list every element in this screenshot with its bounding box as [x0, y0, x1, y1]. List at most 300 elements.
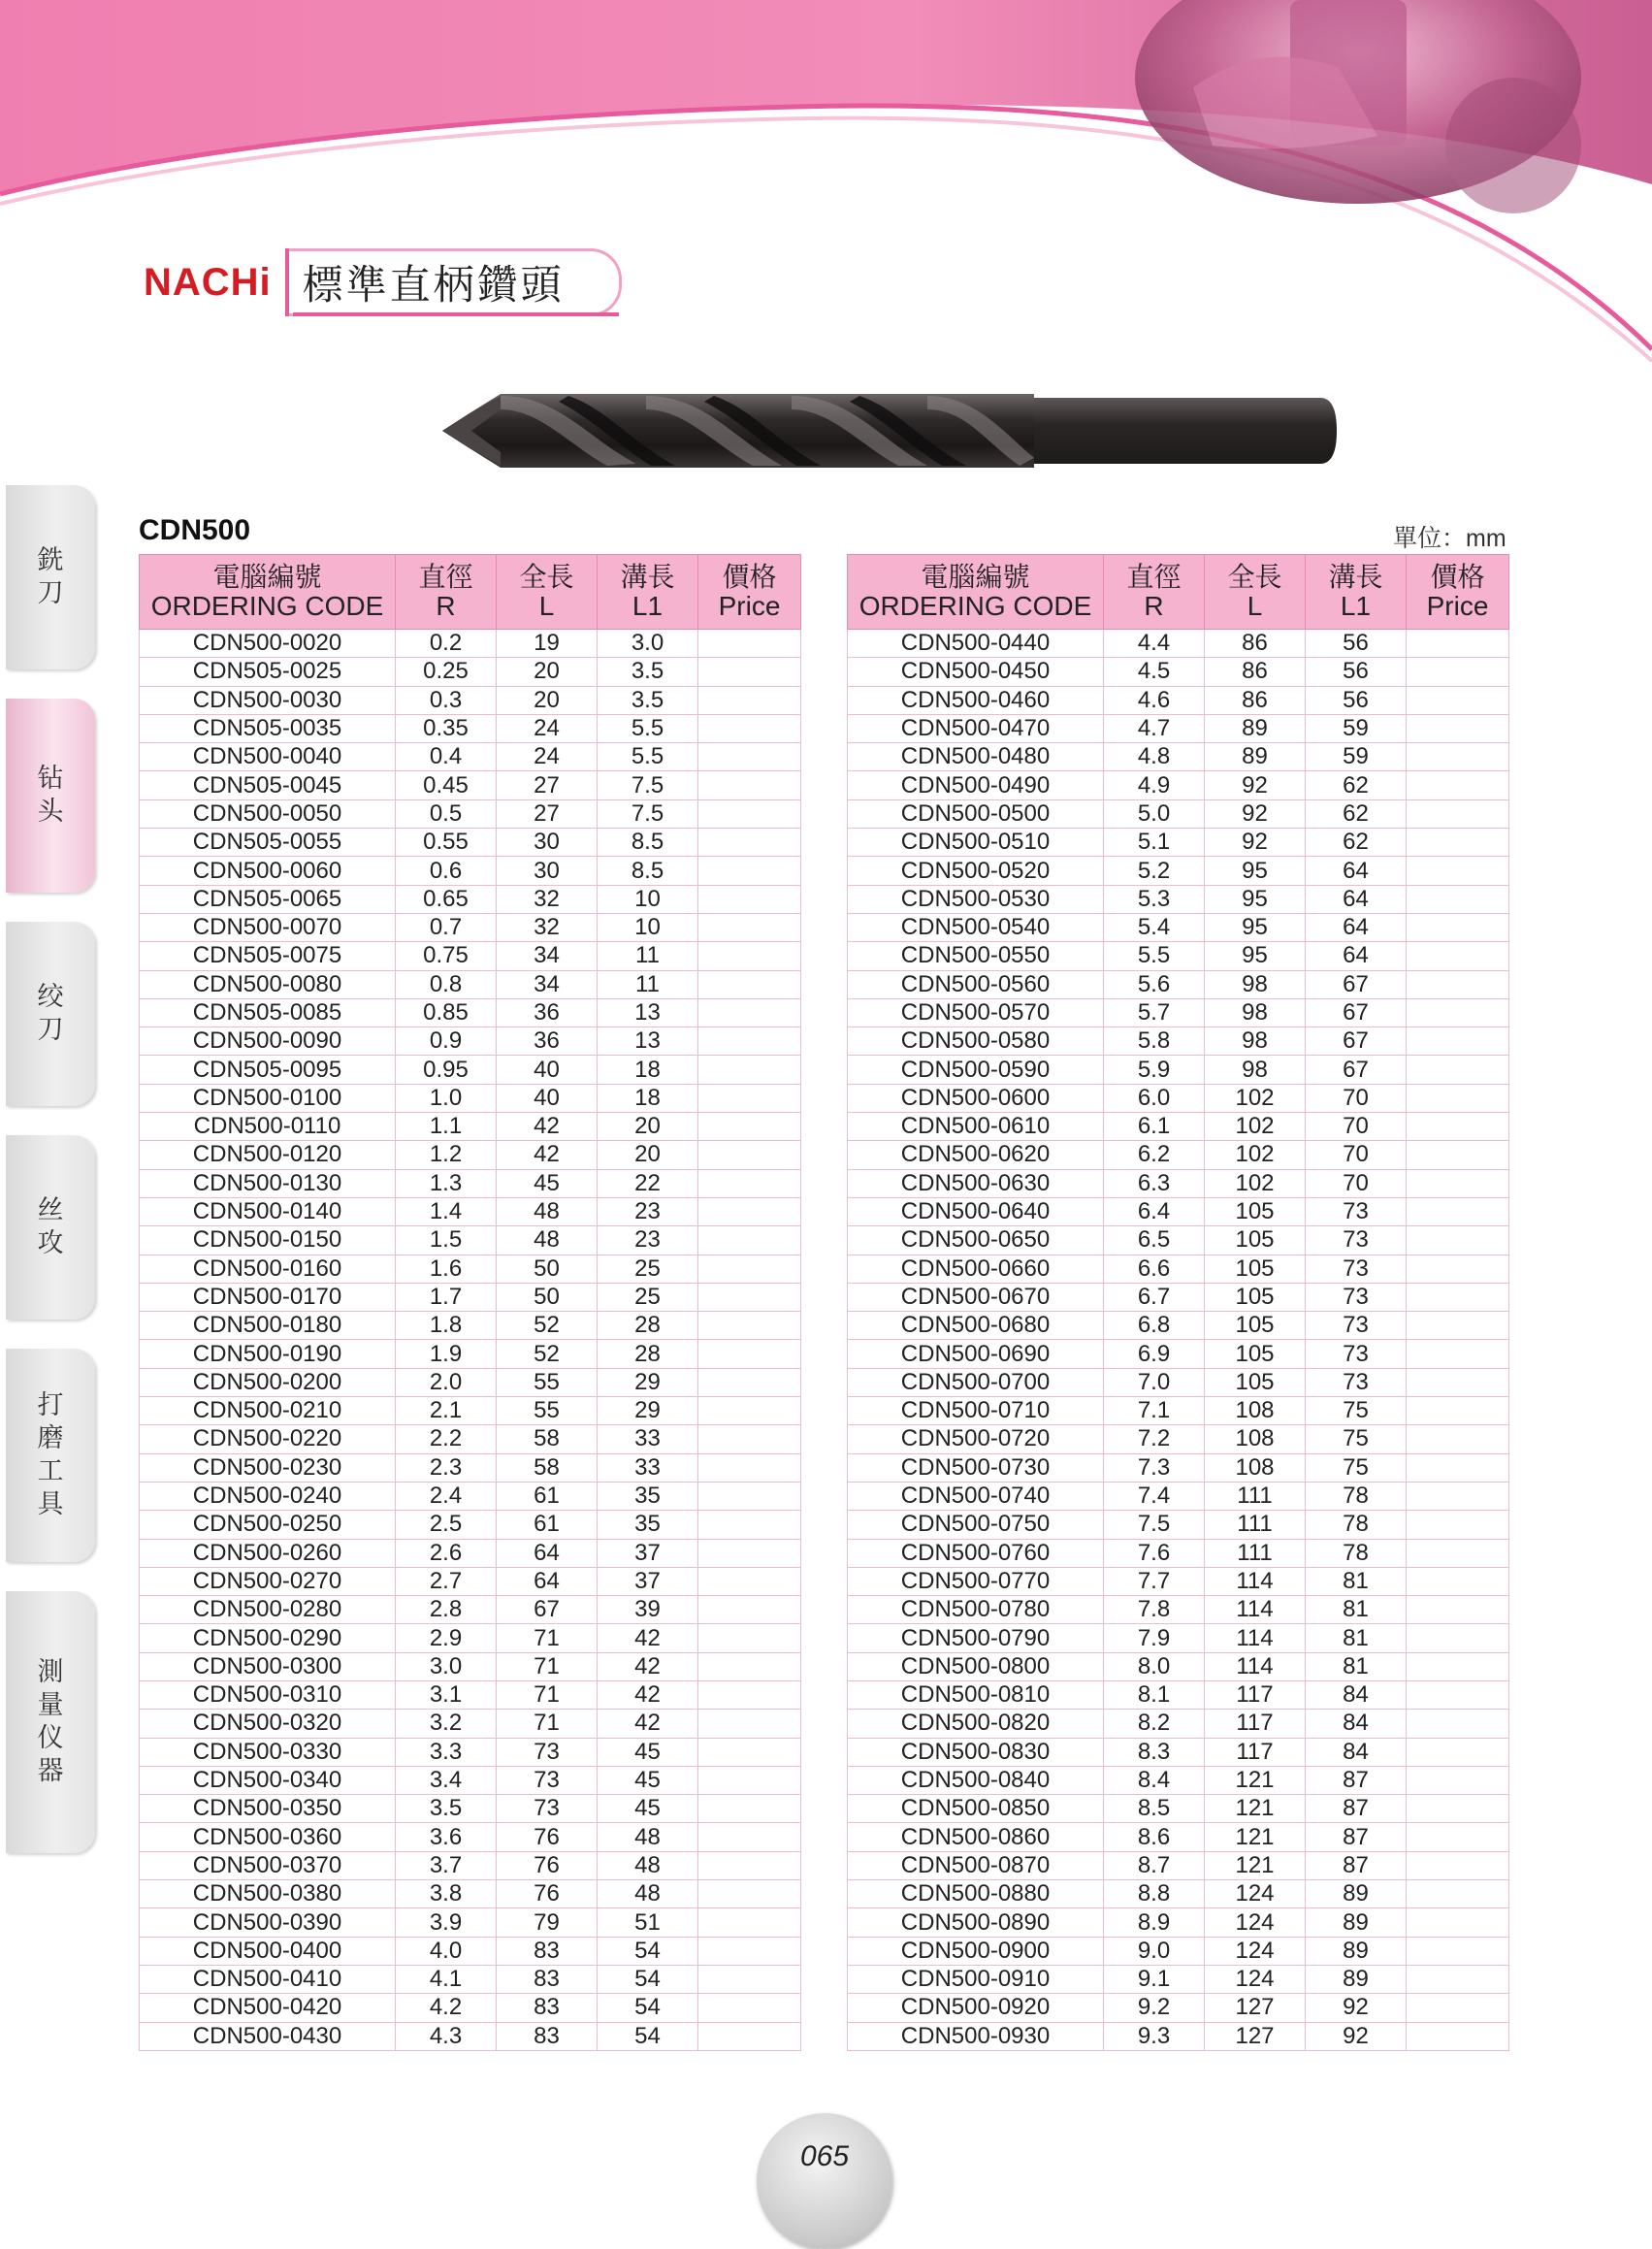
cell-ordering-code: CDN500-0700: [848, 1368, 1104, 1396]
cell-flute-length: 70: [1306, 1113, 1407, 1141]
spec-table-left: [139, 554, 801, 2051]
cell-overall-length: 105: [1205, 1255, 1306, 1283]
header-ordering-code: 電腦編號 ORDERING CODE: [140, 555, 396, 630]
spec-table-right: [847, 554, 1509, 2051]
table-row: [848, 1340, 1509, 1368]
page-title: 標準直柄鑽頭: [302, 261, 565, 309]
cell-flute-length: 87: [1306, 1823, 1407, 1851]
cell-diameter: 2.9: [396, 1624, 497, 1652]
cell-overall-length: 67: [497, 1596, 598, 1624]
cell-diameter: 1.7: [396, 1283, 497, 1311]
cell-overall-length: 76: [497, 1851, 598, 1879]
cell-overall-length: 121: [1205, 1766, 1306, 1794]
cell-diameter: 4.6: [1104, 686, 1205, 714]
cell-price: [1407, 1425, 1509, 1453]
cell-ordering-code: CDN500-0880: [848, 1880, 1104, 1908]
table-row: [848, 1056, 1509, 1084]
cell-diameter: 7.1: [1104, 1397, 1205, 1425]
category-sidebar: [0, 456, 97, 1892]
cell-overall-length: 105: [1205, 1312, 1306, 1340]
cell-flute-length: 45: [598, 1795, 698, 1823]
cell-ordering-code: CDN500-0390: [140, 1908, 396, 1937]
cell-diameter: 7.3: [1104, 1453, 1205, 1482]
cell-flute-length: 67: [1306, 970, 1407, 998]
cell-flute-length: 7.5: [598, 771, 698, 799]
cell-overall-length: 86: [1205, 630, 1306, 658]
cell-diameter: 0.85: [396, 998, 497, 1027]
table-row: [140, 714, 801, 742]
cell-price: [1407, 857, 1509, 885]
cell-price: [698, 1283, 801, 1311]
cell-overall-length: 98: [1205, 1027, 1306, 1056]
cell-flute-length: 81: [1306, 1567, 1407, 1595]
table-row: [848, 1795, 1509, 1823]
cell-price: [1407, 1027, 1509, 1056]
cell-overall-length: 95: [1205, 857, 1306, 885]
cell-diameter: 6.2: [1104, 1141, 1205, 1169]
cell-price: [1407, 1511, 1509, 1539]
cell-diameter: 8.6: [1104, 1823, 1205, 1851]
cell-diameter: 5.6: [1104, 970, 1205, 998]
cell-flute-length: 37: [598, 1539, 698, 1567]
cell-diameter: 5.3: [1104, 885, 1205, 913]
cell-flute-length: 13: [598, 1027, 698, 1056]
cell-ordering-code: CDN500-0320: [140, 1710, 396, 1738]
header-overall-length: 全長 L: [497, 555, 598, 630]
title-underline: [293, 312, 619, 316]
cell-price: [698, 771, 801, 799]
table-row: [848, 1937, 1509, 1965]
cell-overall-length: 86: [1205, 658, 1306, 686]
cell-ordering-code: CDN500-0210: [140, 1397, 396, 1425]
cell-flute-length: 87: [1306, 1851, 1407, 1879]
table-row: [140, 658, 801, 686]
cell-price: [698, 1511, 801, 1539]
cell-diameter: 7.2: [1104, 1425, 1205, 1453]
nachi-logo: NACHi: [144, 260, 272, 304]
cell-price: [1407, 1255, 1509, 1283]
cell-ordering-code: CDN500-0790: [848, 1624, 1104, 1652]
cell-diameter: 7.0: [1104, 1368, 1205, 1396]
cell-price: [1407, 1226, 1509, 1255]
tab-drills[interactable]: [6, 699, 95, 893]
cell-ordering-code: CDN500-0050: [140, 799, 396, 828]
cell-diameter: 5.9: [1104, 1056, 1205, 1084]
table-row: [848, 1482, 1509, 1510]
cell-diameter: 3.9: [396, 1908, 497, 1937]
cell-diameter: 6.1: [1104, 1113, 1205, 1141]
cell-flute-length: 56: [1306, 658, 1407, 686]
table-row: [140, 1823, 801, 1851]
cell-ordering-code: CDN500-0020: [140, 630, 396, 658]
cell-diameter: 2.7: [396, 1567, 497, 1595]
table-row: [140, 1965, 801, 1993]
cell-diameter: 5.7: [1104, 998, 1205, 1027]
table-row: [140, 1482, 801, 1510]
cell-diameter: 2.2: [396, 1425, 497, 1453]
cell-diameter: 4.2: [396, 1994, 497, 2022]
cell-flute-length: 89: [1306, 1880, 1407, 1908]
cell-flute-length: 20: [598, 1141, 698, 1169]
header-overall-length: 全長 L: [1205, 555, 1306, 630]
cell-flute-length: 3.5: [598, 686, 698, 714]
cell-diameter: 6.3: [1104, 1169, 1205, 1197]
cell-ordering-code: CDN500-0810: [848, 1680, 1104, 1709]
table-row: [848, 1624, 1509, 1652]
cell-ordering-code: CDN500-0620: [848, 1141, 1104, 1169]
cell-overall-length: 52: [497, 1340, 598, 1368]
cell-overall-length: 45: [497, 1169, 598, 1197]
cell-diameter: 1.4: [396, 1197, 497, 1225]
cell-price: [1407, 1823, 1509, 1851]
table-row: [140, 857, 801, 885]
cell-flute-length: 42: [598, 1680, 698, 1709]
table-row: [140, 1880, 801, 1908]
tab-reamers[interactable]: [6, 922, 95, 1106]
cell-flute-length: 33: [598, 1453, 698, 1482]
cell-price: [1407, 1539, 1509, 1567]
cell-price: [1407, 1908, 1509, 1937]
table-row: [140, 1680, 801, 1709]
table-row: [140, 1624, 801, 1652]
cell-ordering-code: CDN505-0075: [140, 942, 396, 970]
cell-ordering-code: CDN500-0660: [848, 1255, 1104, 1283]
cell-overall-length: 114: [1205, 1567, 1306, 1595]
cell-flute-length: 23: [598, 1197, 698, 1225]
page-number-badge: [757, 2113, 892, 2249]
cell-price: [698, 942, 801, 970]
table-row: [848, 1738, 1509, 1766]
cell-price: [1407, 1482, 1509, 1510]
table-row: [140, 1255, 801, 1283]
cell-diameter: 4.8: [1104, 743, 1205, 771]
cell-diameter: 4.9: [1104, 771, 1205, 799]
cell-ordering-code: CDN500-0370: [140, 1851, 396, 1879]
cell-price: [1407, 913, 1509, 941]
cell-ordering-code: CDN500-0100: [140, 1084, 396, 1112]
cell-diameter: 7.7: [1104, 1567, 1205, 1595]
cell-price: [1407, 1766, 1509, 1794]
cell-diameter: 3.7: [396, 1851, 497, 1879]
cell-flute-length: 75: [1306, 1397, 1407, 1425]
cell-ordering-code: CDN500-0680: [848, 1312, 1104, 1340]
cell-price: [1407, 1567, 1509, 1595]
cell-diameter: 5.1: [1104, 829, 1205, 857]
cell-price: [1407, 771, 1509, 799]
cell-ordering-code: CDN500-0780: [848, 1596, 1104, 1624]
table-row: [140, 1511, 801, 1539]
table-header-row: [848, 555, 1509, 630]
table-row: [140, 771, 801, 799]
cell-diameter: 2.1: [396, 1397, 497, 1425]
table-row: [848, 714, 1509, 742]
cell-overall-length: 108: [1205, 1397, 1306, 1425]
tab-grinding-tools[interactable]: [6, 1349, 95, 1562]
cell-price: [698, 1084, 801, 1112]
cell-flute-length: 73: [1306, 1197, 1407, 1225]
cell-overall-length: 73: [497, 1738, 598, 1766]
cell-diameter: 3.2: [396, 1710, 497, 1738]
table-body-right: [848, 630, 1509, 2051]
cell-diameter: 5.2: [1104, 857, 1205, 885]
cell-overall-length: 102: [1205, 1141, 1306, 1169]
cell-diameter: 8.3: [1104, 1738, 1205, 1766]
cell-diameter: 2.8: [396, 1596, 497, 1624]
cell-price: [1407, 1169, 1509, 1197]
cell-overall-length: 102: [1205, 1169, 1306, 1197]
cell-overall-length: 76: [497, 1823, 598, 1851]
cell-overall-length: 79: [497, 1908, 598, 1937]
table-row: [848, 1368, 1509, 1396]
table-row: [848, 1596, 1509, 1624]
table-row: [848, 1283, 1509, 1311]
table-row: [848, 1652, 1509, 1680]
cell-overall-length: 71: [497, 1680, 598, 1709]
cell-overall-length: 108: [1205, 1453, 1306, 1482]
cell-diameter: 1.1: [396, 1113, 497, 1141]
cell-overall-length: 124: [1205, 1880, 1306, 1908]
cell-diameter: 0.75: [396, 942, 497, 970]
cell-price: [1407, 942, 1509, 970]
cell-ordering-code: CDN500-0480: [848, 743, 1104, 771]
cell-diameter: 1.9: [396, 1340, 497, 1368]
cell-price: [1407, 1880, 1509, 1908]
cell-diameter: 3.0: [396, 1652, 497, 1680]
cell-diameter: 1.6: [396, 1255, 497, 1283]
cell-ordering-code: CDN500-0340: [140, 1766, 396, 1794]
cell-price: [1407, 1141, 1509, 1169]
cell-ordering-code: CDN500-0830: [848, 1738, 1104, 1766]
cell-flute-length: 22: [598, 1169, 698, 1197]
cell-ordering-code: CDN500-0630: [848, 1169, 1104, 1197]
cell-ordering-code: CDN500-0750: [848, 1511, 1104, 1539]
cell-price: [698, 1453, 801, 1482]
table-row: [848, 1511, 1509, 1539]
cell-overall-length: 117: [1205, 1680, 1306, 1709]
cell-price: [698, 630, 801, 658]
cell-overall-length: 36: [497, 998, 598, 1027]
table-row: [848, 1141, 1509, 1169]
cell-overall-length: 111: [1205, 1539, 1306, 1567]
tab-measuring-instruments[interactable]: [6, 1591, 95, 1853]
cell-ordering-code: CDN500-0280: [140, 1596, 396, 1624]
cell-diameter: 6.9: [1104, 1340, 1205, 1368]
table-row: [848, 1226, 1509, 1255]
table-row: [848, 1084, 1509, 1112]
tab-taps[interactable]: [6, 1135, 95, 1320]
table-row: [140, 1283, 801, 1311]
title-pill: [285, 248, 622, 316]
cell-diameter: 3.8: [396, 1880, 497, 1908]
cell-overall-length: 71: [497, 1710, 598, 1738]
cell-diameter: 7.8: [1104, 1596, 1205, 1624]
cell-price: [698, 686, 801, 714]
cell-overall-length: 124: [1205, 1965, 1306, 1993]
table-row: [140, 829, 801, 857]
cell-diameter: 1.2: [396, 1141, 497, 1169]
cell-ordering-code: CDN500-0590: [848, 1056, 1104, 1084]
cell-overall-length: 52: [497, 1312, 598, 1340]
cell-overall-length: 83: [497, 1965, 598, 1993]
cell-price: [698, 1766, 801, 1794]
table-row: [848, 1994, 1509, 2022]
cell-diameter: 4.0: [396, 1937, 497, 1965]
cell-flute-length: 8.5: [598, 857, 698, 885]
cell-flute-length: 64: [1306, 942, 1407, 970]
cell-flute-length: 73: [1306, 1283, 1407, 1311]
cell-flute-length: 54: [598, 1937, 698, 1965]
cell-price: [698, 743, 801, 771]
table-row: [140, 799, 801, 828]
cell-overall-length: 98: [1205, 970, 1306, 998]
cell-flute-length: 35: [598, 1511, 698, 1539]
cell-overall-length: 27: [497, 799, 598, 828]
cell-overall-length: 64: [497, 1567, 598, 1595]
cell-overall-length: 58: [497, 1425, 598, 1453]
cell-ordering-code: CDN500-0120: [140, 1141, 396, 1169]
cell-flute-length: 84: [1306, 1738, 1407, 1766]
table-row: [848, 743, 1509, 771]
cell-diameter: 0.8: [396, 970, 497, 998]
cell-flute-length: 78: [1306, 1539, 1407, 1567]
cell-ordering-code: CDN500-0200: [140, 1368, 396, 1396]
tab-milling-cutters[interactable]: [6, 485, 95, 669]
table-row: [140, 1027, 801, 1056]
cell-price: [698, 1880, 801, 1908]
cell-flute-length: 89: [1306, 1908, 1407, 1937]
cell-price: [698, 1908, 801, 1937]
table-row: [140, 1113, 801, 1141]
cell-price: [1407, 1453, 1509, 1482]
cell-price: [1407, 658, 1509, 686]
cell-overall-length: 92: [1205, 771, 1306, 799]
cell-flute-length: 10: [598, 885, 698, 913]
cell-ordering-code: CDN500-0930: [848, 2022, 1104, 2050]
page-number: 065: [799, 2140, 850, 2172]
cell-ordering-code: CDN500-0270: [140, 1567, 396, 1595]
cell-ordering-code: CDN500-0870: [848, 1851, 1104, 1879]
table-row: [140, 1851, 801, 1879]
cell-overall-length: 98: [1205, 1056, 1306, 1084]
header-diameter: 直徑 R: [396, 555, 497, 630]
cell-diameter: 9.2: [1104, 1994, 1205, 2022]
cell-price: [1407, 630, 1509, 658]
cell-overall-length: 98: [1205, 998, 1306, 1027]
cell-ordering-code: CDN500-0900: [848, 1937, 1104, 1965]
table-row: [848, 799, 1509, 828]
cell-overall-length: 105: [1205, 1197, 1306, 1225]
cell-price: [698, 1795, 801, 1823]
cell-overall-length: 71: [497, 1624, 598, 1652]
cell-ordering-code: CDN500-0350: [140, 1795, 396, 1823]
cell-flute-length: 70: [1306, 1141, 1407, 1169]
header-price: 價格 Price: [1407, 555, 1509, 630]
cell-price: [1407, 1994, 1509, 2022]
cell-flute-length: 28: [598, 1340, 698, 1368]
cell-ordering-code: CDN500-0460: [848, 686, 1104, 714]
table-row: [140, 1539, 801, 1567]
cell-diameter: 7.5: [1104, 1511, 1205, 1539]
cell-overall-length: 121: [1205, 1795, 1306, 1823]
cell-overall-length: 121: [1205, 1823, 1306, 1851]
cell-price: [1407, 1652, 1509, 1680]
cell-ordering-code: CDN500-0710: [848, 1397, 1104, 1425]
cell-ordering-code: CDN500-0770: [848, 1567, 1104, 1595]
table-row: [848, 829, 1509, 857]
cell-price: [698, 1340, 801, 1368]
table-row: [848, 1397, 1509, 1425]
table-row: [140, 1710, 801, 1738]
cell-price: [698, 1312, 801, 1340]
cell-diameter: 3.5: [396, 1795, 497, 1823]
table-row: [848, 942, 1509, 970]
cell-ordering-code: CDN500-0840: [848, 1766, 1104, 1794]
cell-ordering-code: CDN500-0580: [848, 1027, 1104, 1056]
cell-overall-length: 105: [1205, 1368, 1306, 1396]
cell-price: [698, 857, 801, 885]
cell-ordering-code: CDN500-0230: [140, 1453, 396, 1482]
cell-overall-length: 40: [497, 1056, 598, 1084]
cell-price: [698, 998, 801, 1027]
table-row: [848, 1965, 1509, 1993]
cell-flute-length: 45: [598, 1738, 698, 1766]
cell-diameter: 8.5: [1104, 1795, 1205, 1823]
cell-price: [698, 1624, 801, 1652]
cell-flute-length: 75: [1306, 1425, 1407, 1453]
table-row: [848, 857, 1509, 885]
cell-diameter: 2.3: [396, 1453, 497, 1482]
cell-price: [698, 658, 801, 686]
cell-diameter: 0.4: [396, 743, 497, 771]
cell-overall-length: 105: [1205, 1340, 1306, 1368]
unit-label: 單位：mm: [1393, 525, 1506, 552]
cell-diameter: 1.8: [396, 1312, 497, 1340]
table-row: [848, 1255, 1509, 1283]
cell-diameter: 3.4: [396, 1766, 497, 1794]
cell-ordering-code: CDN500-0800: [848, 1652, 1104, 1680]
cell-diameter: 7.9: [1104, 1624, 1205, 1652]
cell-overall-length: 124: [1205, 1937, 1306, 1965]
cell-flute-length: 20: [598, 1113, 698, 1141]
table-row: [140, 1596, 801, 1624]
cell-ordering-code: CDN500-0420: [140, 1994, 396, 2022]
cell-flute-length: 62: [1306, 829, 1407, 857]
table-row: [848, 771, 1509, 799]
cell-ordering-code: CDN500-0650: [848, 1226, 1104, 1255]
header-price: 價格 Price: [698, 555, 801, 630]
cell-overall-length: 19: [497, 630, 598, 658]
cell-flute-length: 64: [1306, 885, 1407, 913]
table-row: [848, 1453, 1509, 1482]
cell-ordering-code: CDN500-0720: [848, 1425, 1104, 1453]
tab-label: 绞刀: [37, 982, 64, 1045]
table-row: [140, 998, 801, 1027]
cell-flute-length: 78: [1306, 1511, 1407, 1539]
cell-flute-length: 25: [598, 1283, 698, 1311]
cell-diameter: 2.6: [396, 1539, 497, 1567]
cell-price: [1407, 1795, 1509, 1823]
cell-overall-length: 111: [1205, 1511, 1306, 1539]
table-row: [140, 1368, 801, 1396]
cell-price: [698, 1994, 801, 2022]
cell-diameter: 2.0: [396, 1368, 497, 1396]
table-row: [140, 1937, 801, 1965]
cell-flute-length: 51: [598, 1908, 698, 1937]
cell-flute-length: 25: [598, 1255, 698, 1283]
cell-ordering-code: CDN500-0740: [848, 1482, 1104, 1510]
table-row: [848, 1680, 1509, 1709]
cell-overall-length: 55: [497, 1397, 598, 1425]
